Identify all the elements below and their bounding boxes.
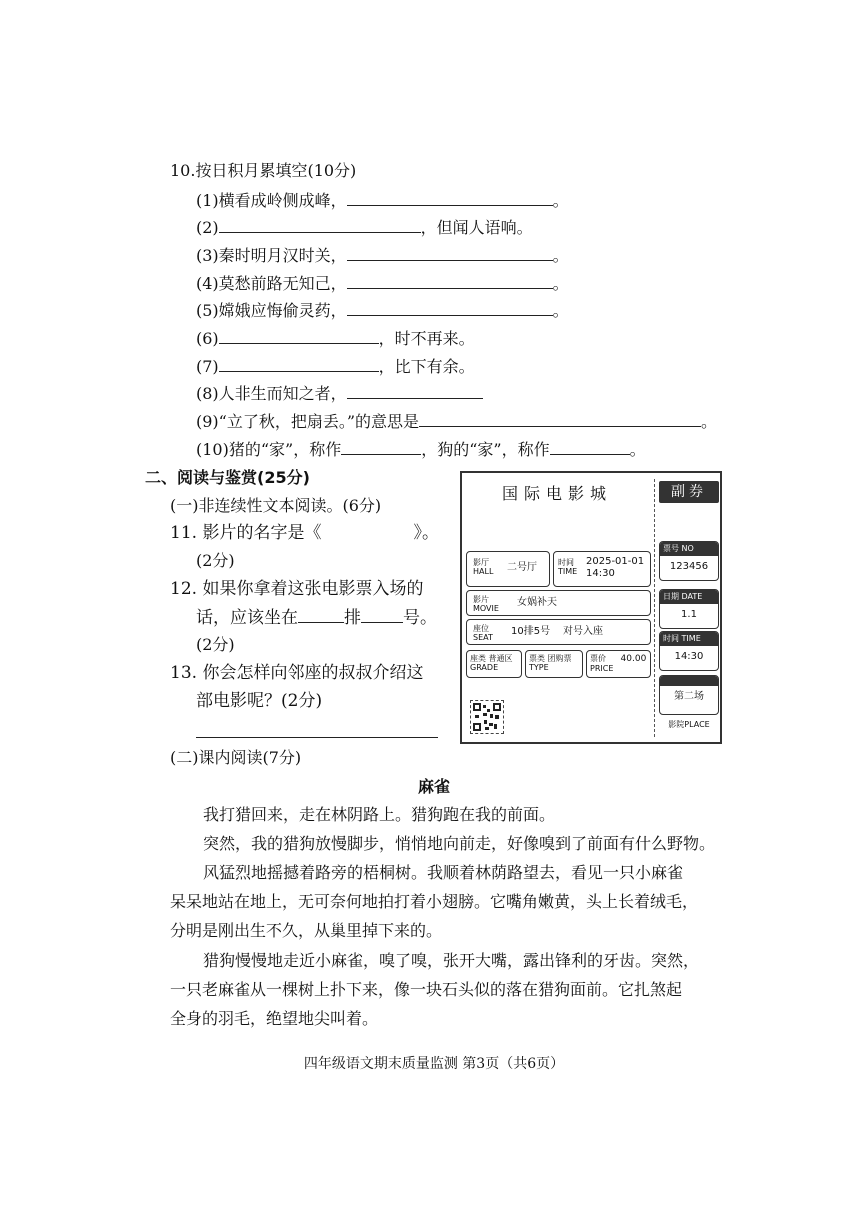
perforation-line xyxy=(654,479,655,737)
q10-item-8: (8)人非生而知之者， xyxy=(196,382,483,405)
paragraph-4-line-3: 全身的羽毛，绝望地尖叫着。 xyxy=(170,1009,379,1028)
paragraph-3-line-2: 呆呆地站在地上，无可奈何地拍打着小翅膀。它嘴角嫩黄，头上长着绒毛， xyxy=(170,892,699,911)
paragraph-2: 突然，我的猎狗放慢脚步，悄悄地向前走，好像嗅到了前面有什么野物。 xyxy=(203,834,716,853)
q12-line2: 话，应该坐在 排 号。 xyxy=(196,608,437,628)
q12-score: (2分) xyxy=(196,635,235,654)
q10-item-4: (4)莫愁前路无知己， 。 xyxy=(196,274,569,293)
part-2-title: (二)课内阅读(7分) xyxy=(170,748,302,767)
answer-blank-4[interactable] xyxy=(347,272,553,289)
qr-code-icon xyxy=(470,700,504,734)
paragraph-1: 我打猎回来，走在林阴路上。猎狗跑在我的前面。 xyxy=(203,805,556,824)
passage-title: 麻雀 xyxy=(417,777,450,796)
stub-place-label: 影院PLACE xyxy=(668,720,710,729)
part-1-title: (一)非连续性文本阅读。(6分) xyxy=(170,496,382,515)
answer-blank-7[interactable] xyxy=(219,355,379,372)
answer-blank-2[interactable] xyxy=(219,216,421,233)
q10-item-6: (6) ，时不再来。 xyxy=(196,329,475,348)
stub-title: 副券 xyxy=(659,481,719,503)
page-footer: 四年级语文期末质量监测 第3页（共6页） xyxy=(303,1056,565,1072)
seat-field: 座位 SEAT 10排5号 对号入座 xyxy=(466,619,651,645)
answer-blank-10b[interactable] xyxy=(550,438,630,455)
q10-item-1: (1)横看成岭侧成峰， 。 xyxy=(196,191,569,210)
q10-item-10: (10)猪的“家”，称作 ，狗的“家”，称作 。 xyxy=(196,440,646,459)
q10-item-5: (5)嫦娥应悔偷灵药， 。 xyxy=(196,301,569,320)
answer-blank-seat[interactable] xyxy=(361,606,403,623)
grade-field: 座类 普通区 GRADE xyxy=(466,650,522,678)
stub-date: 日期 DATE 1.1 xyxy=(659,589,719,629)
q10-item-3: (3)秦时明月汉时关， 。 xyxy=(196,246,569,265)
q12-line1: 12. 如果你拿着这张电影票入场的 xyxy=(170,579,424,599)
movie-title: 女娲补天 xyxy=(517,597,557,608)
q13-line2: 部电影呢？(2分) xyxy=(196,691,323,711)
answer-blank-1[interactable] xyxy=(347,189,553,206)
answer-blank-row[interactable] xyxy=(298,606,344,623)
q10-item-7: (7) ，比下有余。 xyxy=(196,357,475,376)
q10-title: 10.按日积月累填空(10分) xyxy=(170,161,357,180)
paragraph-3-line-3: 分明是刚出生不久，从巢里掉下来的。 xyxy=(170,921,443,940)
stub-ticket-no: 票号 NO 123456 xyxy=(659,541,719,581)
paragraph-3-line-1: 风猛烈地摇撼着路旁的梧桐树。我顺着林荫路望去，看见一只小麻雀 xyxy=(203,863,684,882)
answer-blank-8[interactable] xyxy=(347,382,483,399)
time-field: 时间 TIME 2025-01-01 14:30 xyxy=(553,551,651,587)
answer-blank-6[interactable] xyxy=(219,327,379,344)
q13-line1: 13. 你会怎样向邻座的叔叔介绍这 xyxy=(170,663,424,683)
q10-item-9: (9)“立了秋，把扇丢。”的意思是 。 xyxy=(196,412,718,431)
answer-line-13[interactable] xyxy=(196,737,438,738)
section-2-title: 二、阅读与鉴赏(25分) xyxy=(145,468,310,487)
answer-blank-3[interactable] xyxy=(347,244,553,261)
answer-blank-10a[interactable] xyxy=(341,438,421,455)
movie-ticket xyxy=(460,471,722,744)
seat-value: 10排5号 xyxy=(511,626,551,637)
stub-show: 第二场 xyxy=(659,675,719,715)
q11: 11. 影片的名字是《 》。 xyxy=(170,523,439,543)
type-field: 票类 团购票 TYPE xyxy=(525,650,583,678)
paragraph-4-line-1: 猎狗慢慢地走近小麻雀，嗅了嗅，张开大嘴，露出锋利的牙齿。突然， xyxy=(203,951,700,970)
answer-blank-5[interactable] xyxy=(347,299,553,316)
price-field: 票价 40.00 PRICE xyxy=(586,650,651,678)
movie-field: 影片 MOVIE 女娲补天 xyxy=(466,590,651,616)
stub-time: 时间 TIME 14:30 xyxy=(659,631,719,671)
answer-blank-9[interactable] xyxy=(419,410,701,427)
cinema-name: 国际电影城 xyxy=(501,484,612,503)
hall-field: 影厅 HALL 二号厅 xyxy=(466,551,550,587)
paragraph-4-line-2: 一只老麻雀从一棵树上扑下来，像一块石头似的落在猎狗面前。它扎煞起 xyxy=(170,980,683,999)
q11-score: (2分) xyxy=(196,551,235,570)
q10-item-2: (2) ，但闻人语响。 xyxy=(196,218,533,237)
